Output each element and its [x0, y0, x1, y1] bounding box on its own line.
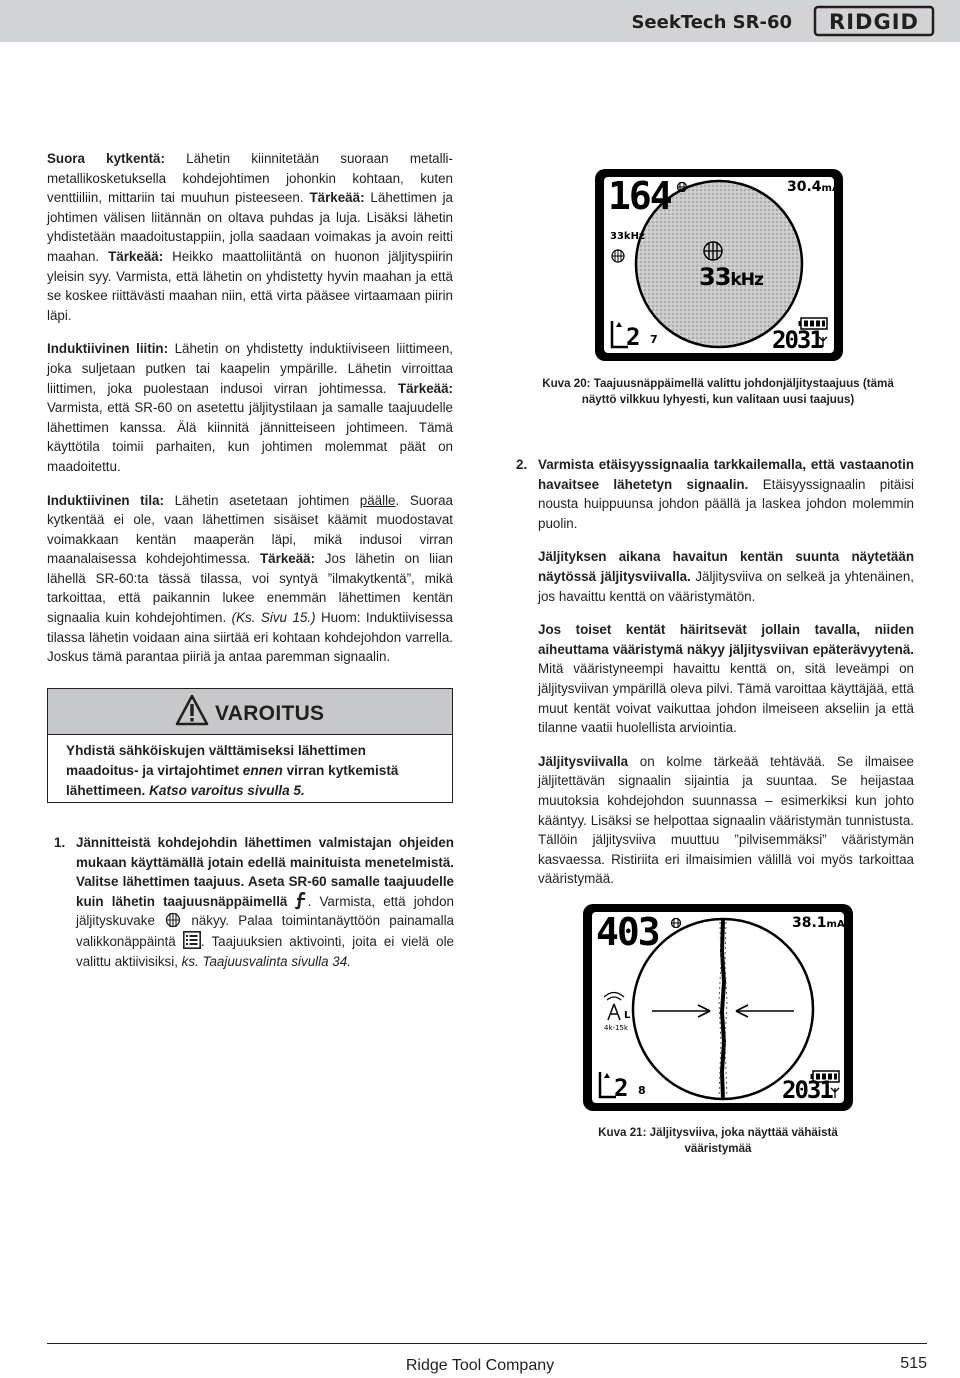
ridgid-logo — [814, 6, 934, 36]
figure-20-device-screen — [595, 169, 843, 361]
signal-strength-value: 403 — [596, 910, 659, 954]
paragraph-direct-connection: Suora kytkentä: Lähetin kiinnitetään suoraan metalli-metallikosketuksella kohdejohtimen johonkin kohtaan, kuten venttiiliin, mittariin tai muuhun pisteeseen. Tärkeää: Lähettimen ja johtimen välisen liitännän on oltava puhdas ja luja. Lisäksi lähetin yhdistetään maadoitustappiin, jolla saadaan voimakas ja avoin reitti maahan. Tärkeää: Heikko maattoliitäntä on huonon jäljityspiirin yleisin syy. Varmista, että lähetin on yhdistetty hyvin maahan ja että se koskee riittävästi maahan niin, että virta pääsee virtaamaan piirin läpi. — [47, 151, 453, 323]
warning-box — [47, 688, 453, 803]
antenna-tower-icon — [604, 993, 624, 1021]
step-number: 2. — [516, 457, 528, 472]
current-reading: 30.4mA — [787, 179, 840, 195]
menu-key-icon — [183, 931, 201, 949]
trace-icon-large — [704, 242, 722, 260]
warning-triangle-icon — [175, 694, 209, 726]
paragraph-trace-functions: Jäljitysviivalla on kolme tärkeää tehtävää. Se ilmaisee jäljitettävän signaalin sijaintia ja suuntaa. Se heijastaa muutoksia kohdejohdon suunnassa – esimerkiksi kun johto kääntyy. Lisäksi se helpottaa signaalin vääristymän tunnistusta. Tällöin jäljitysviiva muuttuu ”pilvisemmäksi” vääristymän kasvaessa. Ristiriita eri ilmaisimien välillä voi myös tarkoittaa vääristymää. — [538, 753, 914, 887]
signal-strength-value: 164 — [608, 174, 671, 218]
page-header — [0, 0, 960, 42]
footer-company: Ridge Tool Company — [405, 1357, 555, 1374]
left-column — [47, 149, 453, 681]
paragraph-inductive-mode: Induktiivinen tila: Lähetin asetetaan johtimen päälle. Suoraa kytkentää ei ole, vaan lähettimen sisäiset käämit muodostavat voimakkaan kentän maaperän läpi, mikä indusoi virran maanalaisessa kohdejohtimessa. Tärkeää: Jos lähetin on liian lähellä SR-60:ta tässä tilassa, voi syntyä ”ilmakytkentä”, mikä tarkoittaa, että paikannin lukee enemmän lähettimen kentän signaalia kuin kohdejohtimen. (Ks. Sivu 15.) Huom: Induktiivisessa tilassa lähetin voidaan aina siirtää eri kohtaan kohdejohdon varrella. Joskus tämä parantaa piiriä ja antaa paremman signaalin. — [47, 492, 453, 665]
lcd-screen — [604, 174, 840, 354]
counter-value: 2031 — [772, 326, 822, 354]
mode-label: L — [624, 1010, 631, 1021]
depth-feet: 2 — [626, 323, 639, 351]
paragraph-distortion: Jos toiset kentät häiritsevät jollain tavalla, niiden aiheuttama vääristymä näkyy jäljitysviivan epäterävyytenä. Mitä vääristyneempi havaittu kenttä on, sitä leveämpi on jäljitysviivan ympärillä oleva pilvi. Tämä varoittaa käyttäjää, että muut kentät voivat vaikuttaa johdon ilmeiseen akseliin ja että tilanne vaatii huolellista arviointia. — [538, 622, 914, 736]
depth-inches: 7 — [650, 333, 658, 346]
depth-inches: 8 — [638, 1084, 646, 1097]
figure-20-caption: Kuva 20: Taajuusnäppäimellä valittu johdonjäljitystaajuus (tämä näyttö vilkkuu lyhyesti, kun valitaan uusi taajuus) — [542, 377, 894, 406]
figure-21-device-screen — [583, 904, 853, 1111]
frequency-band: 4k-15k — [604, 1024, 628, 1032]
page-number: 515 — [900, 1355, 927, 1372]
paragraph-inductive-clamp: Induktiivinen liitin: Lähetin on yhdistetty induktiiviseen liittimeen, joka suljetaan putken tai kaapelin ympärille. Lähetin virroittaa liittimen, joka puolestaan indusoi virran johtimessa. Tärkeää: Varmista, että SR-60 on asetettu jäljitystilaan ja samalle taajuudelle lähettimen kanssa. Älä kiinnitä jännitteiseen johtimeen. Tämä käyttötila toimii parhaiten, kun johtimen molemmat päät on maadoitettu. — [47, 341, 453, 474]
current-reading: 38.1mA — [792, 915, 845, 931]
figure-21-caption: Kuva 21: Jäljitysviiva, joka näyttää vähäistä vääristymää — [598, 1126, 838, 1155]
step-2: 2. Varmista etäisyyssignaalia tarkkailemalla, että vastaanotin havaitsee lähetetyn signaalin. Etäisyyssignaalin pitäisi nousta huippuunsa johdon päällä ja laskea johdon molemmin puolin. — [516, 457, 914, 531]
frequency-small: 33kHz — [610, 231, 645, 242]
trace-icon-small — [672, 918, 681, 928]
frequency-key-icon — [296, 892, 308, 909]
depth-feet: 2 — [614, 1074, 627, 1102]
paragraph-trace-line: Jäljityksen aikana havaitun kentän suunta näytetään näytössä jäljitysviivalla. Jäljitysviiva on selkeä ja yhtenäinen, jos havaittu kenttä on vääristymätön. — [538, 549, 914, 604]
right-column — [516, 455, 914, 903]
manual-title: SeekTech SR-60 — [631, 12, 792, 33]
footer-divider — [47, 1343, 927, 1344]
line-trace-icon — [164, 912, 182, 928]
brand-text: RIDGID — [829, 10, 919, 34]
antenna-icon — [831, 1088, 839, 1098]
step-number: 1. — [54, 835, 66, 850]
warning-header — [48, 689, 452, 735]
warning-text: Yhdistä sähköiskujen välttämiseksi lähettimen maadoitus- ja virtajohtimet ennen virran kytkemistä lähettimeen. Katso varoitus sivulla 5. — [66, 743, 399, 798]
warning-title: VAROITUS — [215, 702, 325, 725]
step-1-text: Jännitteistä kohdejohdin lähettimen valmistajan ohjeiden mukaan käyttämällä jotain edellä mainituista menetelmistä. Valitse lähettimen taajuus. Aseta SR-60 samalle taajuudelle kuin lähetin taajuusnäppäimellä . Varmista, että johdon jäljityskuvake näkyy. Palaa toimintanäyttöön painamalla valikkonäppäintä . Taajuuksien aktivointi, joita ei vielä ole valittu aktiivisiksi, ks. Taajuusvalinta sivulla 34. — [76, 835, 455, 969]
lcd-screen — [592, 912, 844, 1103]
step-1 — [54, 833, 454, 971]
frequency-indicator-icon — [612, 250, 624, 262]
counter-value: 2031 — [782, 1076, 832, 1104]
frequency-large: 33kHz — [699, 263, 763, 291]
